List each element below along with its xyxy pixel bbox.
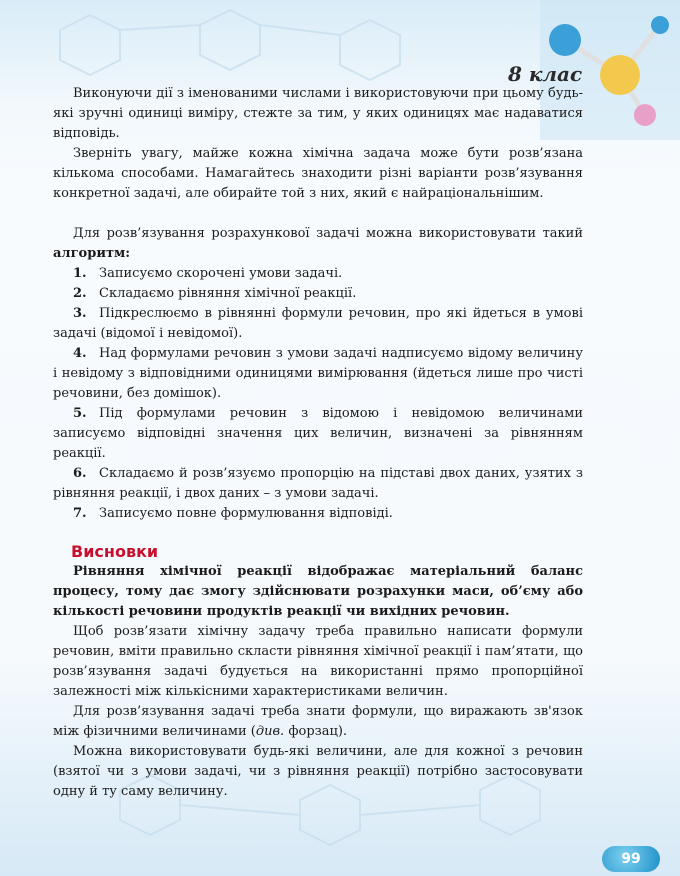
paragraph: Виконуючи дії з іменованими числами і використовуючи при цьому будь-які зручні одиниці виміру, стежте за тим, у яких одиницях має надаватися відповідь.	[53, 86, 583, 141]
conclusions-title: Висновки	[71, 542, 159, 561]
paragraph: Можна використовувати будь-які величини, але для кожної з речовин (взятої чи з умови задачі, чи з рівняння реакції) потрібно застосовувати одну й ту саму величину.	[53, 744, 583, 799]
algorithm-word: алгоритм:	[53, 246, 131, 261]
list-item: 4. Над формулами речовин з умови задачі надписуємо відому величину і невідому з відповідними одиницями вимірювання (йдеться лише про чисті речовини, без домішок).	[53, 346, 583, 401]
list-item: 5. Під формулами речовин з відомою і невідомою величинами записуємо відповідні значення цих величин, визначені за рівнянням реакції.	[53, 406, 583, 461]
paragraph: Зверніть увагу, майже кожна хімічна задача може бути розв’язана кількома способами. Намагайтесь знаходити різні варіанти розв’язування конкретної задачі, але обирайте той з них, який є найраціональнішим.	[53, 146, 583, 201]
page-number: 99	[602, 846, 660, 872]
algorithm-intro	[53, 224, 583, 264]
list-item: 1. Записуємо скорочені умови задачі.	[73, 266, 343, 281]
list-item: 2. Складаємо рівняння хімічної реакції.	[73, 286, 357, 301]
page-content	[53, 84, 583, 802]
paragraph: Щоб розв’язати хімічну задачу треба правильно написати формули речовин, вміти правильно скласти рівняння хімічної реакції і пам’ятати, що розв’язування задачі будується на використанні прямо пропорційної залежності між кількісними характеристиками величин.	[53, 624, 583, 699]
list-item: 6. Складаємо й розв’язуємо пропорцію на підставі двох даних, узятих з рівняння реакції, і двох даних – з умови задачі.	[53, 466, 583, 501]
list-item: 7. Записуємо повне формулювання відповіді.	[73, 506, 393, 521]
conclusions-bold-text: Рівняння хімічної реакції відображає матеріальний баланс процесу, тому дає змогу здійснювати розрахунки маси, об’єму або кількості речовини продуктів реакції чи вихідних речовин.	[53, 564, 583, 619]
paragraph: Для розв’язування задачі треба знати формули, що виражають зв'язок між фізичними величинами (див. форзац).	[53, 704, 583, 739]
grade-label: 8 клас	[508, 62, 583, 86]
algorithm-intro-text: Для розв’язування розрахункової задачі можна використовувати такий	[73, 226, 583, 241]
list-item: 3. Підкреслюємо в рівнянні формули речовин, про які йдеться в умові задачі (відомої і невідомої).	[53, 306, 583, 341]
